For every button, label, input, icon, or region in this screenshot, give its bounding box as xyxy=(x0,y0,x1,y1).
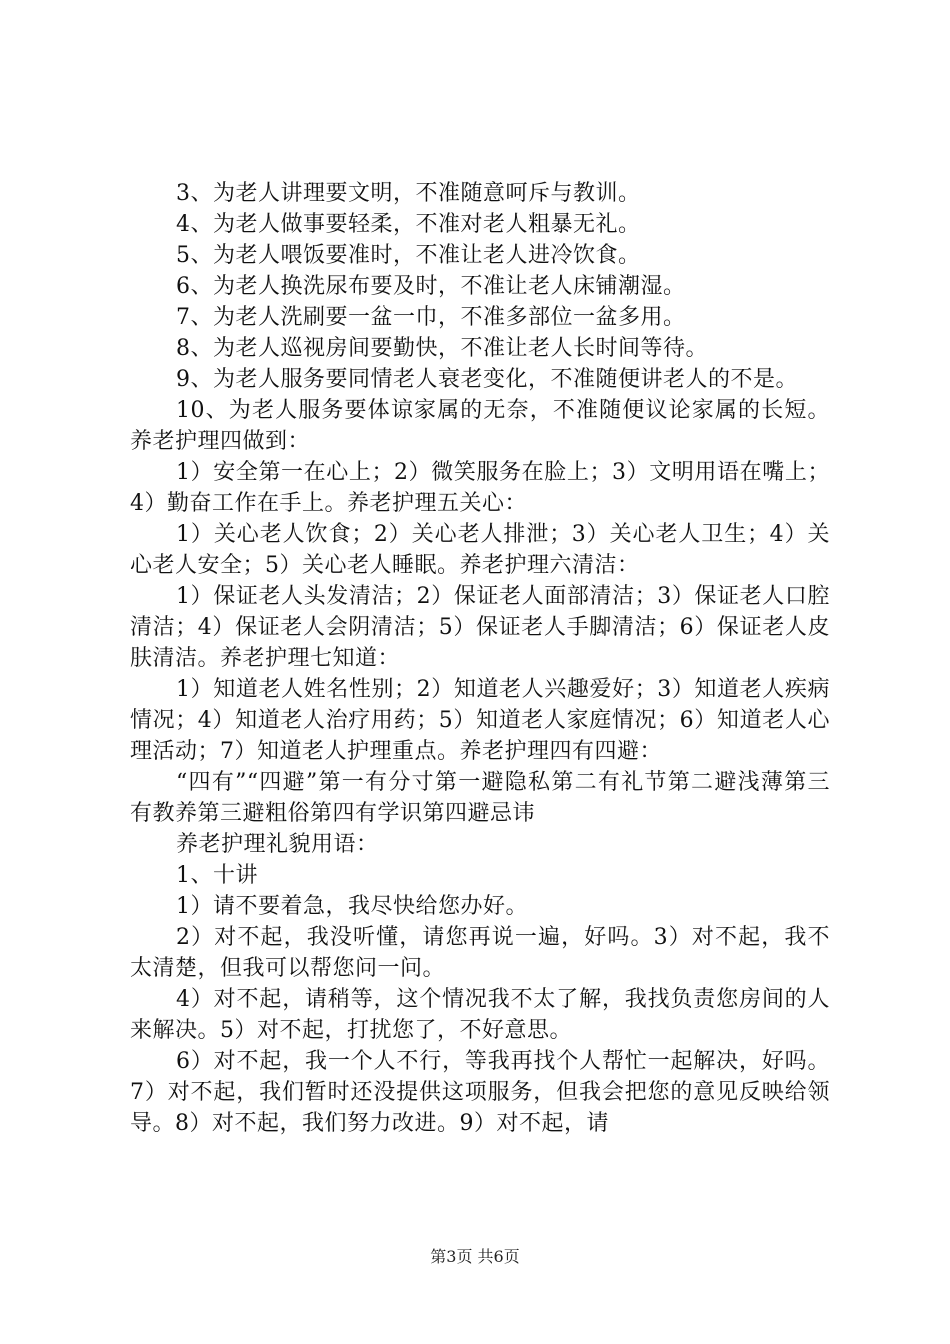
page-footer xyxy=(0,1247,950,1267)
paragraph: 2）对不起，我没听懂，请您再说一遍，好吗。3）对不起，我不太清楚，但我可以帮您问一问。 xyxy=(130,925,830,981)
page-number-label: 第3页 共6页 xyxy=(430,1247,520,1266)
paragraph: 4）对不起，请稍等，这个情况我不太了解，我找负责您房间的人来解决。5）对不起，打扰您了，不好意思。 xyxy=(130,987,830,1043)
paragraph: 1）知道老人姓名性别；2）知道老人兴趣爱好；3）知道老人疾病情况；4）知道老人治疗用药；5）知道老人家庭情况；6）知道老人心理活动；7）知道老人护理重点。养老护理四有四避： xyxy=(130,677,830,764)
paragraph: 8、为老人巡视房间要勤快，不准让老人长时间等待。 xyxy=(176,336,708,361)
paragraph: 5、为老人喂饭要准时，不准让老人进冷饮食。 xyxy=(176,243,641,268)
paragraph: 1、十讲 xyxy=(176,863,258,888)
paragraph: 1）关心老人饮食；2）关心老人排泄；3）关心老人卫生；4）关心老人安全；5）关心老人睡眠。养老护理六清洁： xyxy=(130,522,830,578)
paragraph: 7、为老人洗刷要一盆一巾，不准多部位一盆多用。 xyxy=(176,305,686,330)
paragraph: 6、为老人换洗尿布要及时，不准让老人床铺潮湿。 xyxy=(176,274,686,299)
paragraph: 养老护理礼貌用语： xyxy=(176,832,379,857)
paragraph: 1）保证老人头发清洁；2）保证老人面部清洁；3）保证老人口腔清洁；4）保证老人会阴清洁；5）保证老人手脚清洁；6）保证老人皮肤清洁。养老护理七知道： xyxy=(130,584,830,671)
paragraph: 1）请不要着急，我尽快给您办好。 xyxy=(176,894,528,919)
paragraph: 1）安全第一在心上；2）微笑服务在脸上；3）文明用语在嘴上；4）勤奋工作在手上。养老护理五关心： xyxy=(130,460,830,516)
document-body xyxy=(130,178,830,1139)
paragraph: 3、为老人讲理要文明，不准随意呵斥与教训。 xyxy=(176,181,641,206)
paragraph: 4、为老人做事要轻柔，不准对老人粗暴无礼。 xyxy=(176,212,641,237)
paragraph: 6）对不起，我一个人不行，等我再找个人帮忙一起解决，好吗。7）对不起，我们暂时还没提供这项服务，但我会把您的意见反映给领导。8）对不起，我们努力改进。9）对不起，请 xyxy=(130,1049,830,1136)
paragraph: “四有”“四避”第一有分寸第一避隐私第二有礼节第二避浅薄第三有教养第三避粗俗第四有学识第四避忌讳 xyxy=(130,770,830,826)
paragraph: 9、为老人服务要同情老人衰老变化，不准随便讲老人的不是。 xyxy=(176,367,798,392)
paragraph: 10、为老人服务要体谅家属的无奈，不准随便议论家属的长短。养老护理四做到： xyxy=(130,398,830,454)
